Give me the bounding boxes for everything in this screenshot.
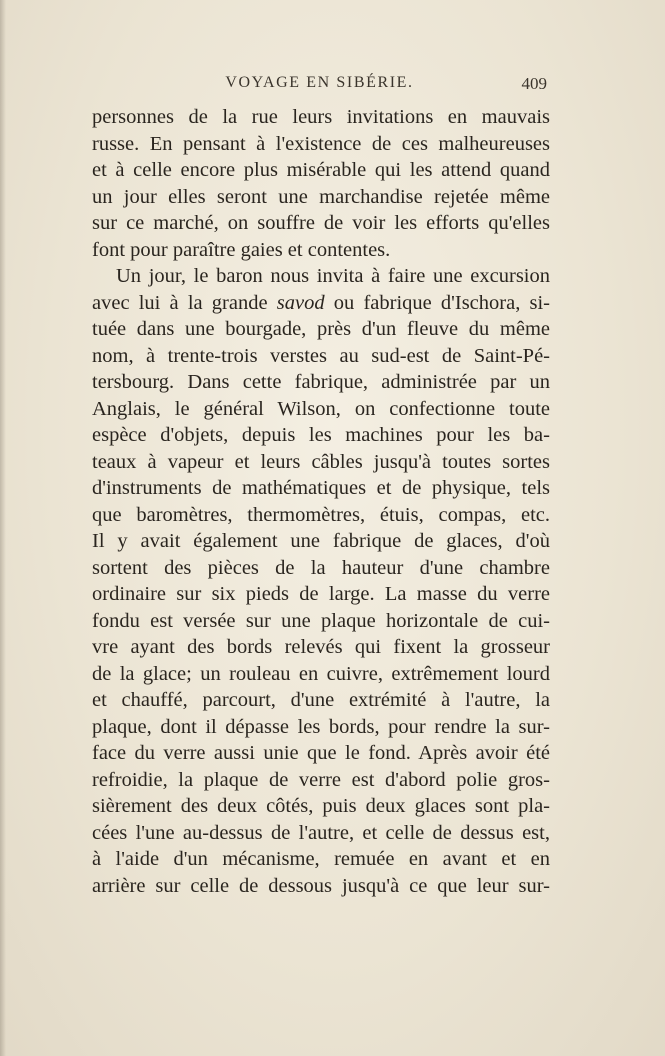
- text-line: de la glace; un rouleau en cuivre, extrêmement lourd: [92, 662, 550, 685]
- italic-term-savod: savod: [276, 291, 325, 314]
- text-line: plaque, dont il dépasse les bords, pour rendre la sur-: [92, 715, 550, 738]
- text-line: arrière sur celle de dessous jusqu'à ce que leur sur-: [92, 874, 550, 897]
- text-line: et chauffé, parcourt, d'une extrémité à l'autre, la: [92, 689, 550, 711]
- body-text: [92, 104, 550, 899]
- text-line: Anglais, le général Wilson, on confectionne toute: [92, 397, 550, 420]
- text-line: fondu est versée sur une plaque horizontale de cui-: [92, 609, 550, 632]
- text-line: nom, à trente-trois verstes au sud-est de Saint-Pé-: [92, 344, 550, 367]
- text-line: un jour elles seront une marchandise rejetée même: [92, 185, 550, 208]
- text-line: face du verre aussi unie que le fond. Après avoir été: [92, 742, 550, 764]
- running-head: [92, 74, 547, 96]
- text-line: personnes de la rue leurs invitations en mauvais: [92, 106, 550, 128]
- text-line: sièrement des deux côtés, puis deux glaces sont pla-: [92, 795, 550, 817]
- running-title: VOYAGE EN SIBÉRIE.: [225, 74, 414, 91]
- text-line: tuée dans une bourgade, près d'un fleuve du même: [92, 318, 550, 340]
- text-line: tersbourg. Dans cette fabrique, administrée par un: [92, 371, 550, 393]
- text-line: d'instruments de mathématiques et de physique, tels: [92, 477, 550, 499]
- text-line: que baromètres, thermomètres, étuis, compas, etc.: [92, 503, 550, 526]
- text-line: vre ayant des bords relevés qui fixent la grosseur: [92, 636, 550, 658]
- text-line: cées l'une au-dessus de l'autre, et celle de dessus est,: [92, 821, 550, 844]
- text-line: sur ce marché, on souffre de voir les efforts qu'elles: [92, 212, 550, 234]
- text-line: et à celle encore plus misérable qui les attend quand: [92, 159, 550, 181]
- page-gutter-shadow: [0, 0, 6, 1056]
- text-line: espèce d'objets, depuis les machines pour les ba-: [92, 424, 550, 446]
- page-number: 409: [521, 74, 547, 93]
- text-segment: ou fabrique d'Ischora, si-: [333, 291, 551, 314]
- text-line: font pour paraître gaies et contentes.: [92, 238, 391, 261]
- text-segment: avec lui à la grande: [92, 291, 268, 314]
- text-line: Il y avait également une fabrique de glaces, d'où: [92, 530, 550, 552]
- text-line: sortent des pièces de la hauteur d'une chambre: [92, 556, 550, 579]
- text-line: russe. En pensant à l'existence de ces malheureuses: [92, 132, 550, 155]
- text-line: teaux à vapeur et leurs câbles jusqu'à toutes sortes: [92, 450, 550, 473]
- text-line: à l'aide d'un mécanisme, remuée en avant et en: [92, 848, 550, 870]
- text-line: ordinaire sur six pieds de large. La masse du verre: [92, 583, 550, 605]
- paragraph-start-line: Un jour, le baron nous invita à faire une excursion: [116, 265, 550, 287]
- text-line: refroidie, la plaque de verre est d'abord polie gros-: [92, 768, 550, 791]
- text-line-with-italic: [92, 290, 550, 317]
